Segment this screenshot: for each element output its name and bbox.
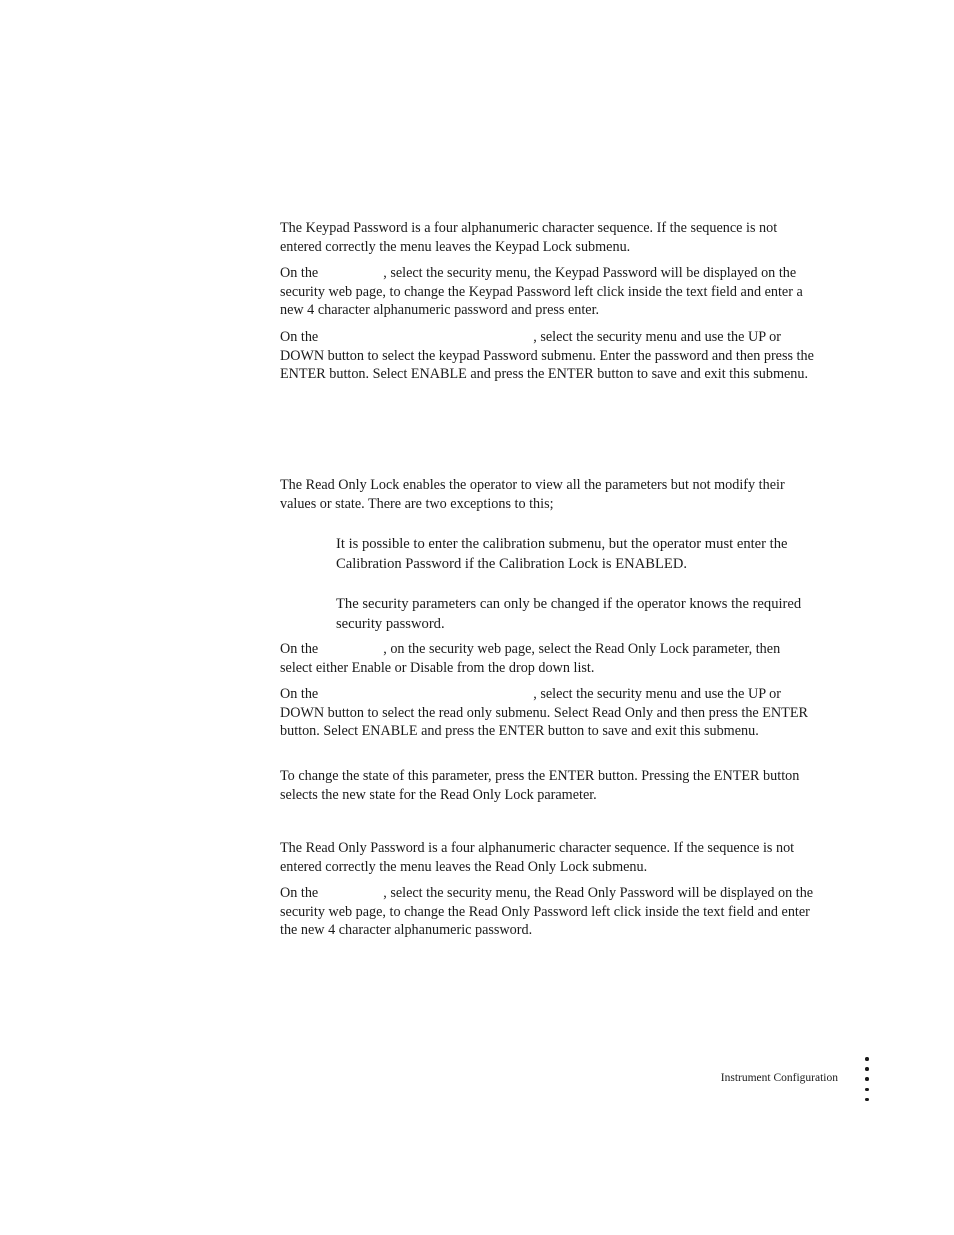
read-only-lock-exception-1: It is possible to enter the calibration submenu, but the operator must enter the Calibration Password if the Calibration Lock is ENABLED. <box>336 536 788 572</box>
dot-icon <box>865 1077 869 1081</box>
dot-icon <box>865 1067 869 1071</box>
body-text: , select the security menu, the Keypad Password will be displayed on the security web page, to change the Keypad Password left click inside the text field and enter a new 4 character alphanumeric password and press enter. <box>280 265 803 319</box>
prefix: On the <box>280 885 319 901</box>
read-only-lock-exception-2: The security parameters can only be changed if the operator knows the required security password. <box>336 596 802 632</box>
prefix: On the <box>280 265 319 281</box>
read-only-password-web-instructions <box>280 884 814 940</box>
dot-icon <box>865 1057 869 1061</box>
keypad-password-intro: The Keypad Password is a four alphanumeric character sequence. If the sequence is not entered correctly the menu leaves the Keypad Lock submenu. <box>280 220 778 255</box>
body-text: , select the security menu, the Read Only Password will be displayed on the security web page, to change the Read Only Password left click inside the text field and enter the new 4 character alphanumeric password. <box>280 885 814 939</box>
prefix: On the <box>280 329 319 345</box>
dot-icon <box>865 1088 869 1092</box>
body-text: , on the security web page, select the Read Only Lock parameter, then select either Enable or Disable from the drop down list. <box>280 641 781 676</box>
dot-icon <box>865 1098 869 1102</box>
prefix: On the <box>280 686 319 702</box>
read-only-lock-state-change: To change the state of this parameter, press the ENTER button. Pressing the ENTER button selects the new state for the Read Only Lock parameter. <box>280 768 800 803</box>
body-text: , select the security menu and use the UP or DOWN button to select the read only submenu. Select Read Only and then press the ENTER button. Select ENABLE and press the ENTER button to save and exit this submenu. <box>280 686 808 740</box>
running-footer-title: Instrument Configuration <box>720 1072 838 1084</box>
keypad-password-front-panel-instructions <box>280 328 814 384</box>
read-only-lock-front-panel-instructions <box>280 685 814 741</box>
read-only-password-intro: The Read Only Password is a four alphanumeric character sequence. If the sequence is not entered correctly the menu leaves the Read Only Lock submenu. <box>280 840 795 875</box>
read-only-lock-intro: The Read Only Lock enables the operator to view all the parameters but not modify their values or state. There are two exceptions to this; <box>280 477 785 512</box>
footer-dot-leader <box>865 1057 871 1108</box>
prefix: On the <box>280 641 319 657</box>
body-text: , select the security menu and use the UP or DOWN button to select the keypad Password submenu. Enter the password and then press the ENTER button. Select ENABLE and press the ENTER button to save and exit this submenu. <box>280 329 814 383</box>
read-only-lock-web-instructions <box>280 640 814 677</box>
keypad-password-web-instructions <box>280 264 814 320</box>
